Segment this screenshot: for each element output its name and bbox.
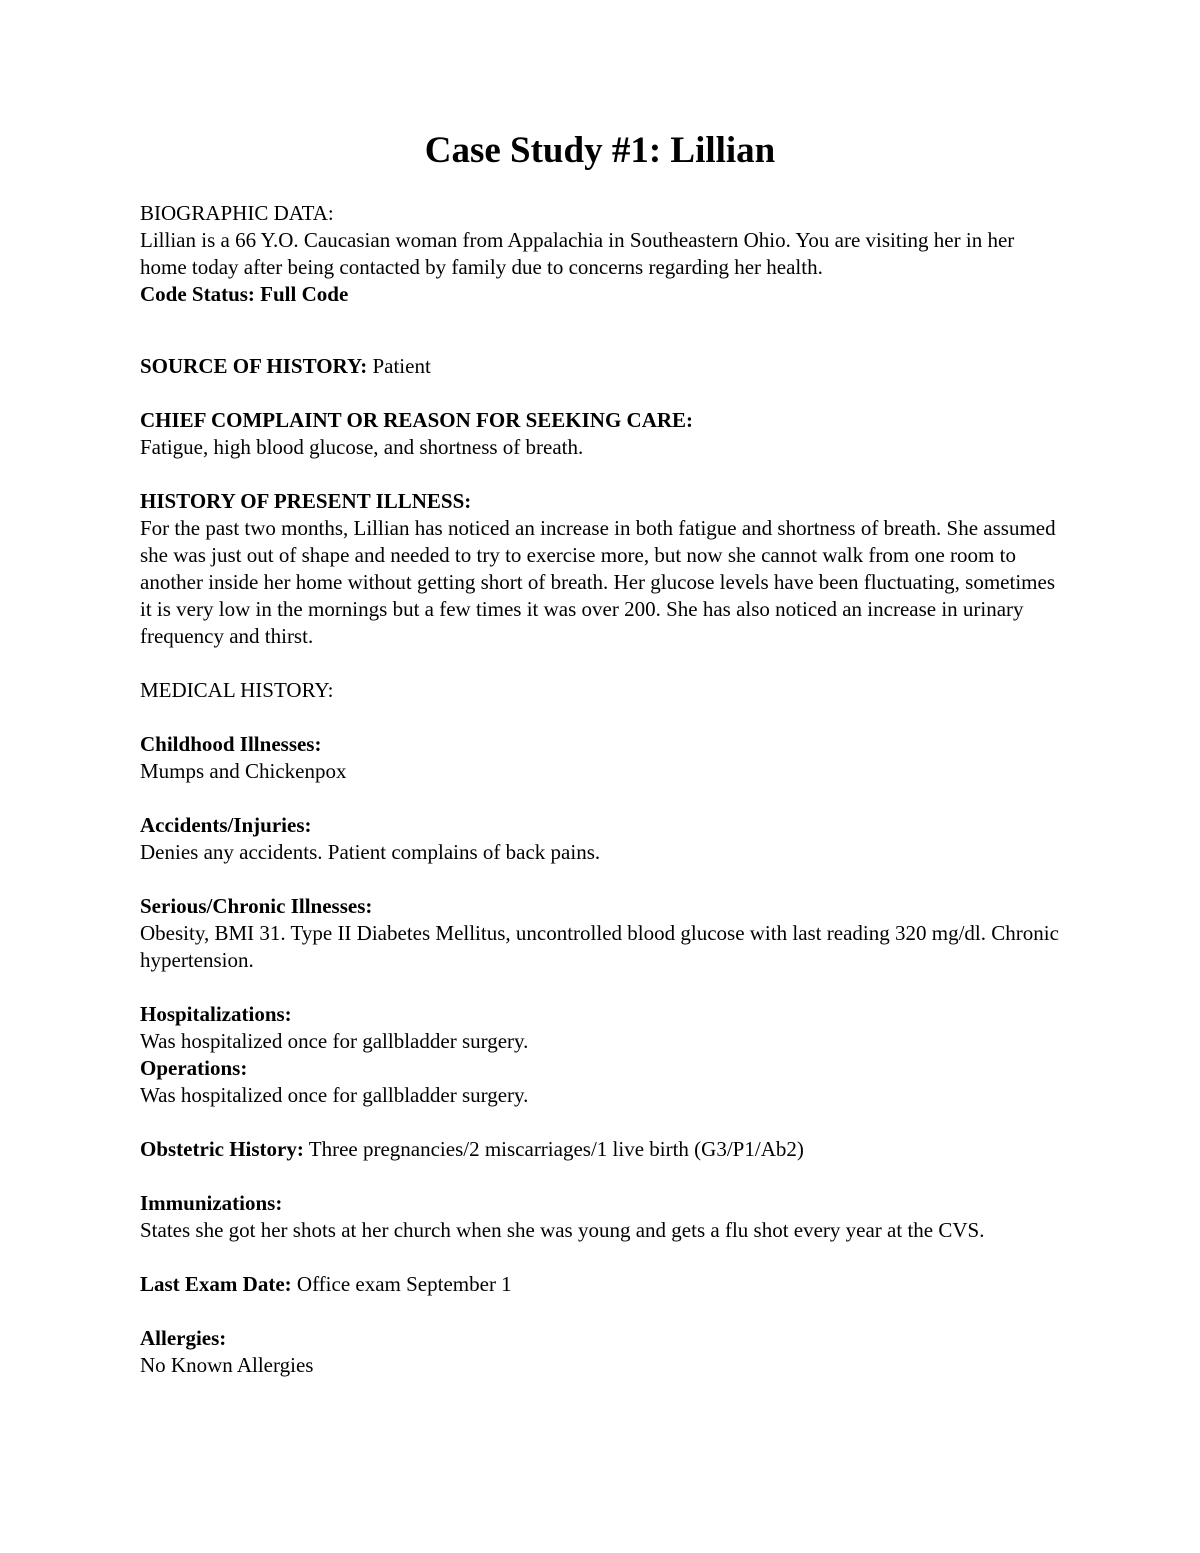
operations-text: Was hospitalized once for gallbladder surgery. [140, 1083, 529, 1107]
allergies-text: No Known Allergies [140, 1353, 314, 1377]
biographic-section [140, 200, 1060, 308]
biographic-text: Lillian is a 66 Y.O. Caucasian woman from Appalachia in Southeastern Ohio. You are visiting her in her home today after being contacted by family due to concerns regarding her health. [140, 228, 1015, 279]
obstetric-history-label: Obstetric History: [140, 1137, 304, 1161]
source-of-history-label: SOURCE OF HISTORY: [140, 354, 368, 378]
last-exam-date-text: Office exam September 1 [296, 1272, 512, 1296]
chief-complaint-heading: CHIEF COMPLAINT OR REASON FOR SEEKING CARE: [140, 408, 694, 432]
last-exam-date [140, 1271, 1060, 1298]
chief-complaint-text: Fatigue, high blood glucose, and shortness of breath. [140, 435, 584, 459]
immunizations [140, 1190, 1060, 1244]
chronic-illnesses [140, 893, 1060, 974]
operations-label: Operations: [140, 1056, 248, 1080]
childhood-illnesses-label: Childhood Illnesses: [140, 732, 322, 756]
immunizations-text: States she got her shots at her church when she was young and gets a flu shot every year at the CVS. [140, 1218, 985, 1242]
chronic-illnesses-label: Serious/Chronic Illnesses: [140, 894, 373, 918]
accidents-injuries-label: Accidents/Injuries: [140, 813, 312, 837]
hospitalizations-label: Hospitalizations: [140, 1002, 292, 1026]
obstetric-history-text: Three pregnancies/2 miscarriages/1 live birth (G3/P1/Ab2) [308, 1137, 804, 1161]
accidents-injuries [140, 812, 1060, 866]
present-illness-heading: HISTORY OF PRESENT ILLNESS: [140, 489, 472, 513]
accidents-injuries-text: Denies any accidents. Patient complains of back pains. [140, 840, 601, 864]
immunizations-label: Immunizations: [140, 1191, 283, 1215]
chronic-illnesses-text: Obesity, BMI 31. Type II Diabetes Mellitus, uncontrolled blood glucose with last reading 320 mg/dl. Chronic hypertension. [140, 921, 1059, 972]
hospitalizations [140, 1001, 1060, 1109]
source-of-history-value: Patient [372, 354, 431, 378]
medical-history-section [140, 677, 1060, 1379]
document-title: Case Study #1: Lillian [424, 130, 776, 171]
chief-complaint-section [140, 407, 1060, 461]
childhood-illnesses-text: Mumps and Chickenpox [140, 759, 347, 783]
present-illness-section [140, 488, 1060, 650]
present-illness-text: For the past two months, Lillian has noticed an increase in both fatigue and shortness of breath. She assumed she was just out of shape and needed to try to exercise more, but now she cannot walk from one room to another inside her home without getting short of breath. Her glucose levels have been fluctuating, sometimes it is very low in the mornings but a few times it was over 200. She has also noticed an increase in urinary frequency and thirst. [140, 516, 1056, 648]
last-exam-date-label: Last Exam Date: [140, 1272, 292, 1296]
biographic-heading: BIOGRAPHIC DATA: [140, 201, 334, 225]
childhood-illnesses [140, 731, 1060, 785]
code-status: Code Status: Full Code [140, 282, 349, 306]
document-body [140, 200, 1060, 1379]
obstetric-history [140, 1136, 1060, 1163]
medical-history-heading: MEDICAL HISTORY: [140, 678, 334, 702]
allergies [140, 1325, 1060, 1379]
hospitalizations-text: Was hospitalized once for gallbladder surgery. [140, 1029, 529, 1053]
allergies-label: Allergies: [140, 1326, 227, 1350]
source-of-history [140, 353, 1060, 380]
